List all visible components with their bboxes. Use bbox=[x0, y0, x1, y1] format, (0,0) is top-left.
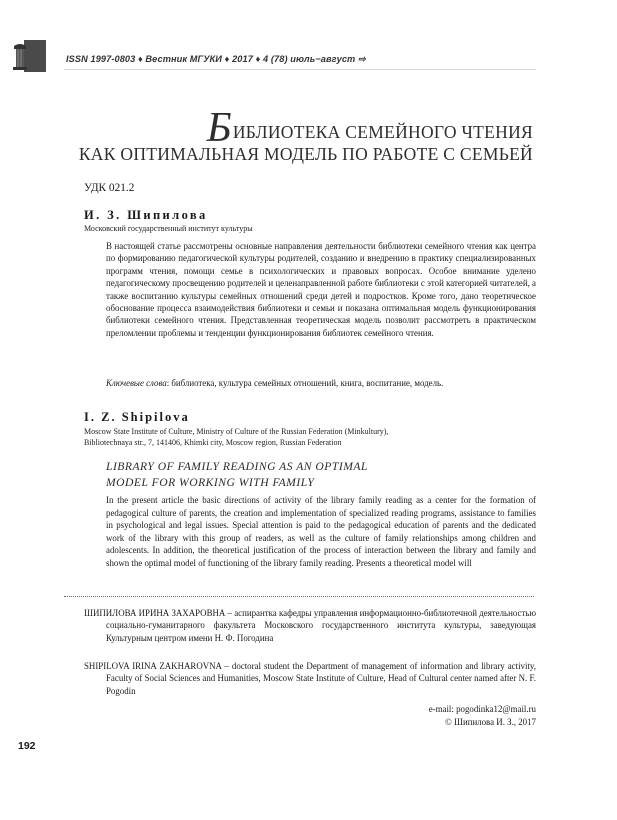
author-bio-en: SHIPILOVA IRINA ZAKHAROVNA – doctoral student the Department of management of information and library activity, Faculty of Social Sciences and Humanities, Moscow State Institute of Culture, Head of Cultural center named after N. F. Pogodin bbox=[84, 661, 536, 696]
keywords-text: : библиотека, культура семейных отношений, книга, воспитание, модель. bbox=[166, 378, 444, 388]
author-email: e-mail: pogodinka12@mail.ru bbox=[428, 704, 536, 714]
author-name-ru: И. З. Шипилова bbox=[84, 208, 208, 222]
journal-logo-icon bbox=[10, 40, 46, 72]
title-en-line1: LIBRARY OF FAMILY READING AS AN OPTIMAL bbox=[106, 460, 368, 473]
article-title-en bbox=[106, 459, 536, 491]
author-affiliation-en bbox=[84, 426, 388, 448]
udk-code: УДК 021.2 bbox=[84, 182, 135, 194]
author-bio-ru: ШИПИЛОВА ИРИНА ЗАХАРОВНА – аспирантка кафедры управления информационно-библиотечной деятельностью социально-гуманитарного факультета Московского государственного института культуры, заведующая Культурным центром имени Н. Ф. Погодина bbox=[84, 608, 536, 643]
keywords-label: Ключевые слова bbox=[106, 378, 167, 388]
abstract-ru: В настоящей статье рассмотрены основные направления деятельности библиотеки семейного чтения как центра по формированию педагогической культуры родителей, созданию и внедрению в практику специализированных программ чтения, помощи семье в психологических и правовых вопросах. Особое внимание уделено педагогическому просвещению родителей и целенаправленной работе библиотеки с этой категорией читателей, а также воспитанию культуры семейных отношений среди детей и подростков. Кроме того, дано теоретическое обоснование процесса взаимодействия библиотеки и семьи и показана оптимальная модель функционирования библиотеки семейного чтения. Представленная теоретическая модель позволит рассмотреть в практическом преломлении проблемы и тенденции функционирования библиотек семейного чтения. bbox=[106, 241, 536, 338]
affiliation-en-line2: Bibliotechnaya str., 7, 141406, Khimki city, Moscow region, Russian Federation bbox=[84, 438, 342, 447]
title-line1: ИБЛИОТЕКА СЕМЕЙНОГО ЧТЕНИЯ bbox=[232, 122, 533, 142]
copyright: © Шипилова И. З., 2017 bbox=[445, 716, 536, 727]
author-contact bbox=[429, 703, 536, 728]
journal-header: ISSN 1997-0803 ♦ Вестник МГУКИ ♦ 2017 ♦ 4 (78) июль−август ⇨ bbox=[66, 54, 366, 64]
keywords bbox=[106, 377, 536, 389]
author-affiliation-ru: Московский государственный институт культуры bbox=[84, 224, 253, 233]
page-number: 192 bbox=[18, 740, 36, 752]
author-name-en: I. Z. Shipilova bbox=[84, 410, 190, 424]
abstract-en: In the present article the basic directions of activity of the library family reading as a center for the formation of pedagogical culture of parents, the creation and implementation of specialized reading programs, assistance to families in psychological and legal issues. Special attention is paid to the pedagogical education of parents and the dedicated work of the library with this group of readers, as well as the culture of family relationships among children and adolescents. In addition, the theoretical justification of the process of interaction between the library and family and shown the optimal model of functioning of the library family reading. Presents a theoretical model will bbox=[106, 495, 536, 568]
header-divider bbox=[64, 69, 536, 70]
title-line2: КАК ОПТИМАЛЬНАЯ МОДЕЛЬ ПО РАБОТЕ С СЕМЬЕЙ bbox=[78, 144, 533, 164]
title-dropcap: Б bbox=[206, 105, 232, 151]
affiliation-en-line1: Moscow State Institute of Culture, Ministry of Culture of the Russian Federation (Minkultury), bbox=[84, 427, 389, 436]
article-title-ru bbox=[78, 105, 533, 165]
title-en-line2: MODEL FOR WORKING WITH FAMILY bbox=[106, 476, 315, 489]
footnote-divider bbox=[64, 596, 534, 597]
